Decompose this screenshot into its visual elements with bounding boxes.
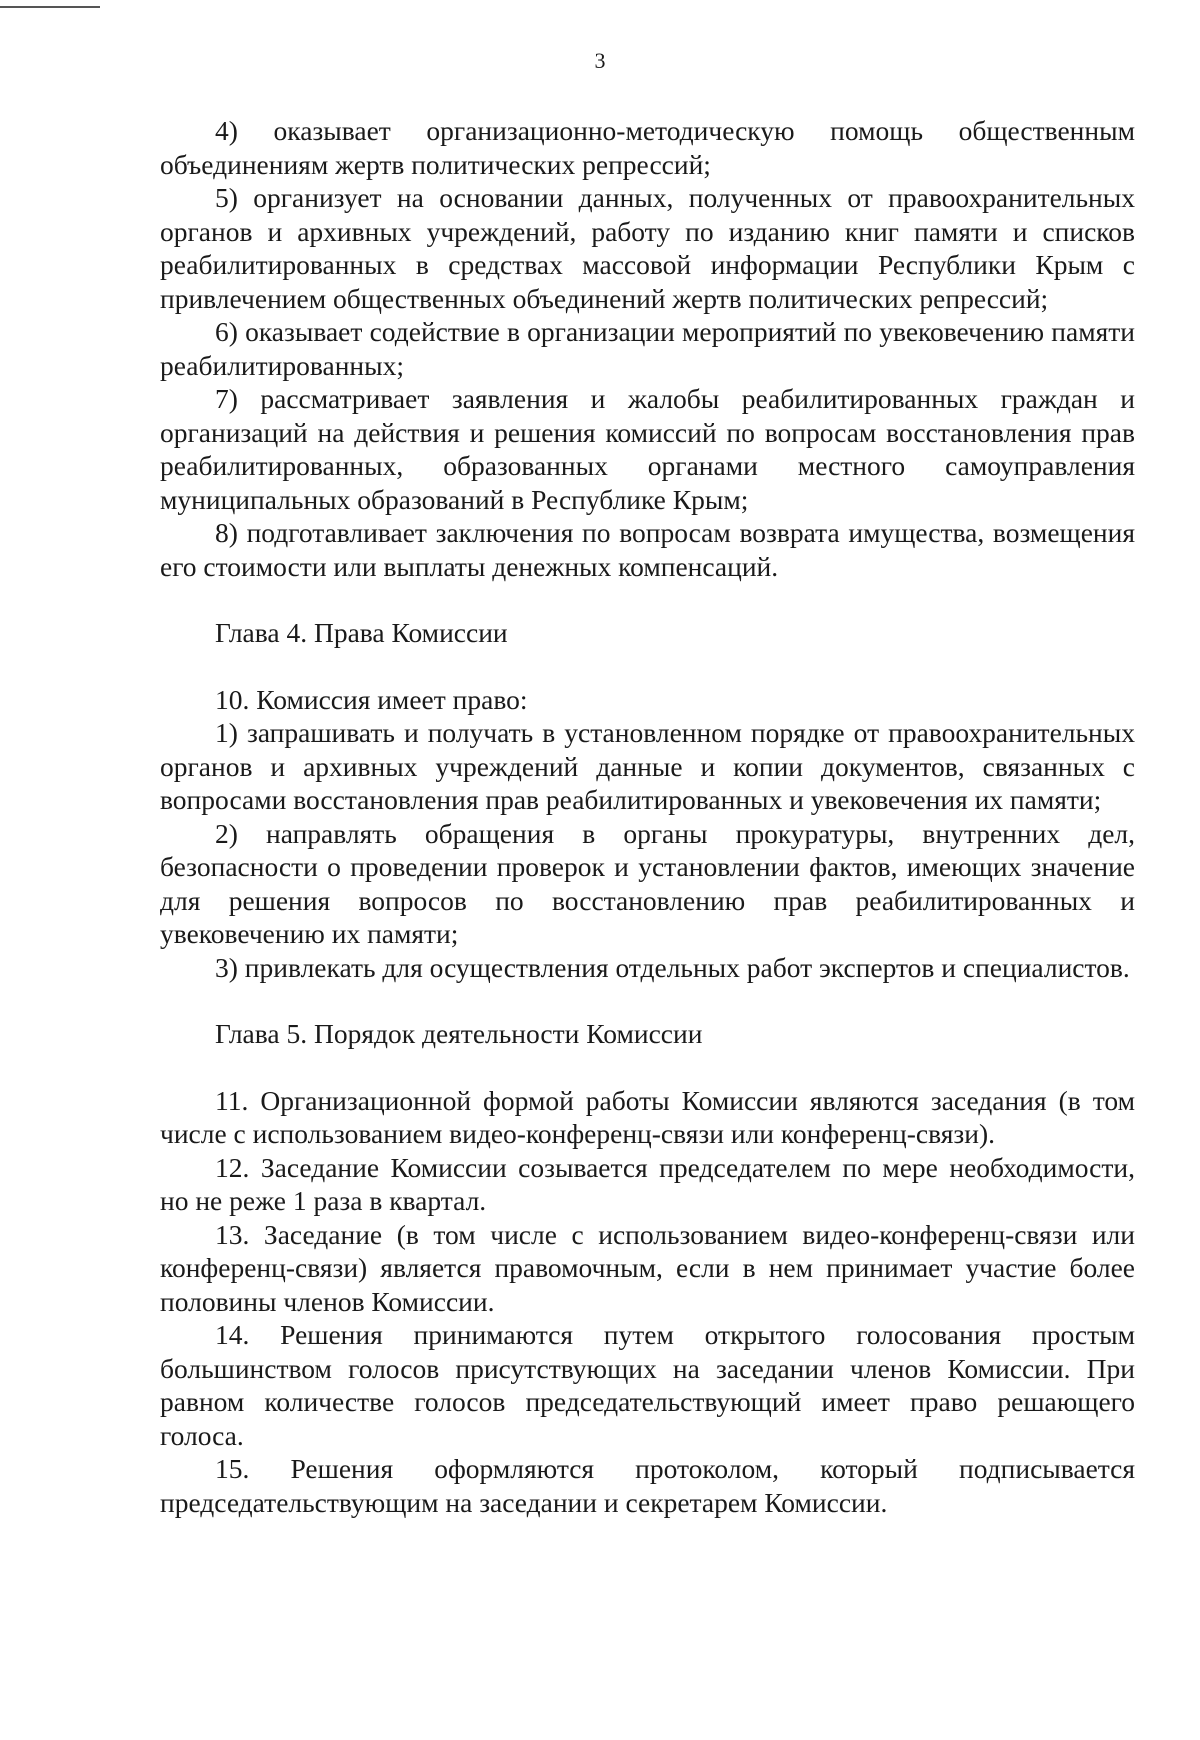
right-2-paragraph: 2) направлять обращения в органы прокуратуры, внутренних дел, безопасности о проведении проверок и установлении фактов, имеющих значение для решения вопросов по восстановлению прав реабилитированных и увековечению их памяти; xyxy=(160,817,1135,949)
chapter-4-heading: Глава 4. Права Комиссии xyxy=(215,617,508,648)
section-spacer xyxy=(160,650,1135,683)
section-spacer xyxy=(160,984,1135,1017)
clause-11-paragraph: 11. Организационной формой работы Комиссии являются заседания (в том числе с использованием видео-конференц-связи или конференц-связи). xyxy=(160,1084,1135,1149)
clause-12-paragraph: 12. Заседание Комиссии созывается председателем по мере необходимости, но не реже 1 раза в квартал. xyxy=(160,1151,1135,1216)
page-number: 3 xyxy=(594,48,606,73)
clause-10-paragraph: 10. Комиссия имеет право: xyxy=(215,683,528,715)
clause-15-paragraph: 15. Решения оформляются протоколом, который подписывается председательствующим на заседании и секретарем Комиссии. xyxy=(160,1453,1135,1518)
clause-13-paragraph: 13. Заседание (в том числе с использованием видео-конференц-связи или конференц-связи) является правомочным, если в нем принимает участие более половины членов Комиссии. xyxy=(160,1218,1135,1317)
item-5-paragraph: 5) организует на основании данных, полученных от правоохранительных органов и архивных учреждений, работу по изданию книг памяти и списков реабилитированных в средствах массовой информации Республики Крым с привлечением общественных объединений жертв политических репрессий; xyxy=(160,182,1135,314)
section-spacer xyxy=(160,1051,1135,1084)
right-3-paragraph: 3) привлекать для осуществления отдельных работ экспертов и специалистов. xyxy=(215,951,1130,983)
section-spacer xyxy=(160,583,1135,616)
item-7-paragraph: 7) рассматривает заявления и жалобы реабилитированных граждан и организаций на действия и решения комиссий по вопросам восстановления прав реабилитированных, образованных органами местного самоуправления муниципальных образований в Республике Крым; xyxy=(160,383,1135,515)
item-6-paragraph: 6) оказывает содействие в организации мероприятий по увековечению памяти реабилитированных; xyxy=(160,316,1135,381)
scan-edge-mark xyxy=(0,6,100,8)
item-8-paragraph: 8) подготавливает заключения по вопросам возврата имущества, возмещения его стоимости или выплаты денежных компенсаций. xyxy=(160,517,1135,582)
document-body xyxy=(160,114,1135,1519)
item-4-paragraph: 4) оказывает организационно-методическую помощь общественным объединениям жертв политических репрессий; xyxy=(160,115,1135,180)
chapter-5-heading: Глава 5. Порядок деятельности Комиссии xyxy=(215,1018,703,1049)
right-1-paragraph: 1) запрашивать и получать в установленном порядке от правоохранительных органов и архивных учреждений данные и копии документов, связанных с вопросами восстановления прав реабилитированных и увековечения их памяти; xyxy=(160,717,1135,815)
clause-14-paragraph: 14. Решения принимаются путем открытого голосования простым большинством голосов присутствующих на заседании членов Комиссии. При равном количестве голосов председательствующий имеет право решающего голоса. xyxy=(160,1319,1135,1451)
